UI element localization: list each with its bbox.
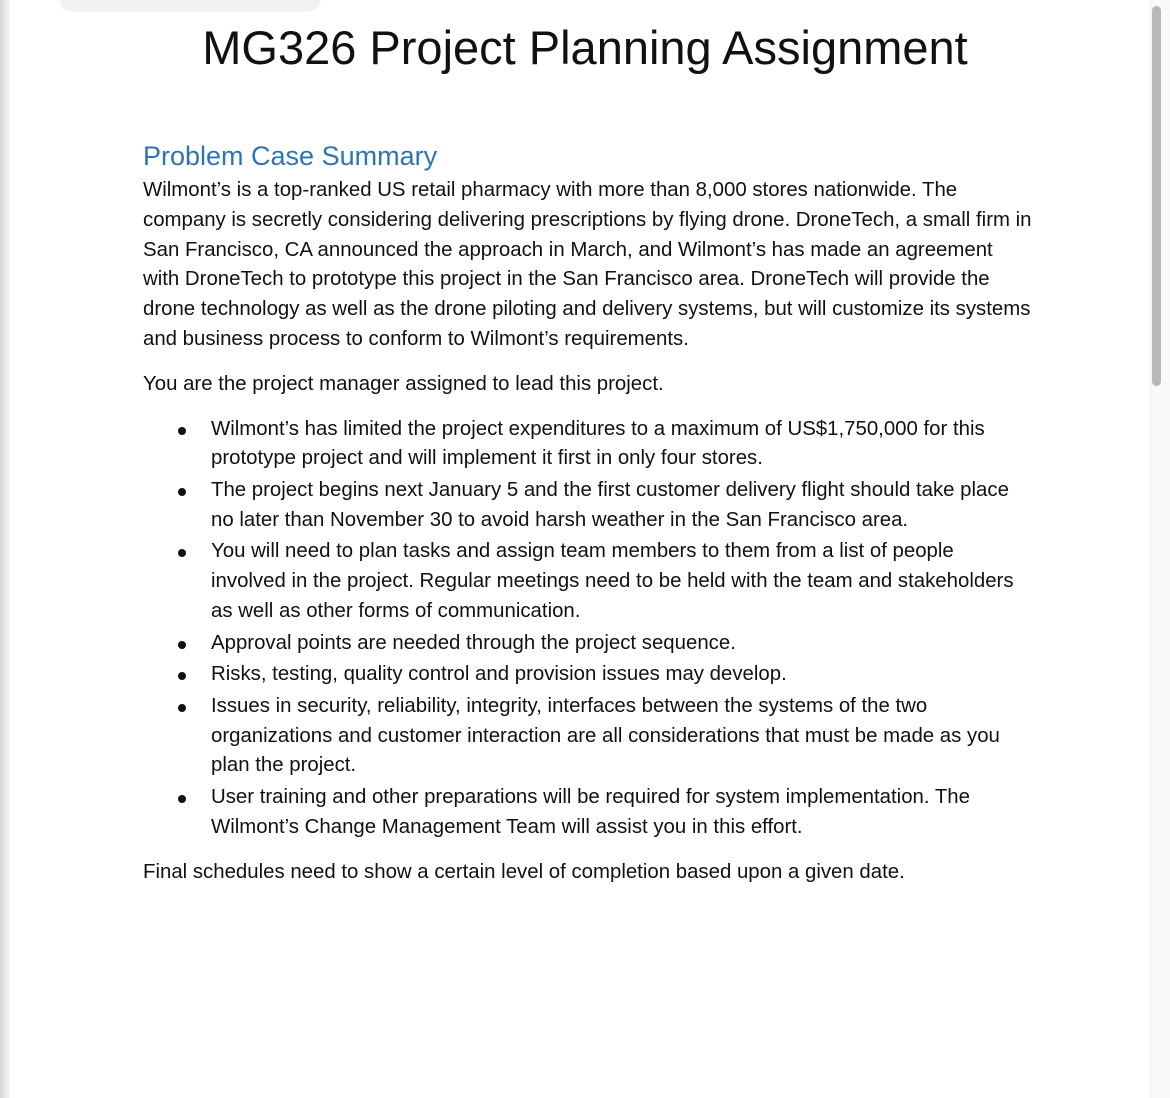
bullet-icon <box>178 488 186 496</box>
list-item <box>143 476 1033 536</box>
list-item <box>143 537 1033 626</box>
bullet-icon <box>178 549 186 557</box>
bullet-icon <box>178 641 186 649</box>
top-toolbar-pill[interactable] <box>60 0 320 10</box>
requirements-list <box>143 415 1033 843</box>
document-body <box>143 138 1033 902</box>
list-item-text: Risks, testing, quality control and provision issues may develop. <box>211 663 787 686</box>
bullet-icon <box>178 672 186 680</box>
list-item <box>143 692 1033 781</box>
list-item-text: You will need to plan tasks and assign team members to them from a list of people involved in the project. Regular meetings need to be held with the team and stakeholders as well as other forms of communication. <box>211 540 1014 622</box>
list-item-text: Issues in security, reliability, integrity, interfaces between the systems of the two organizations and customer interaction are all considerations that must be made as you plan the project. <box>211 694 1000 777</box>
window-left-edge <box>0 0 10 1098</box>
list-item <box>143 629 1033 659</box>
intro-paragraph: Wilmont’s is a top-ranked US retail pharmacy with more than 8,000 stores nationwide. The company is secretly considering delivering prescriptions by flying drone. DroneTech, a small firm in San Francisco, CA announced the approach in March, and Wilmont’s has made an agreement with DroneTech to prototype this project in the San Francisco area. DroneTech will provide the drone technology as well as the drone piloting and delivery systems, but will customize its systems and business process to conform to Wilmont’s requirements. <box>143 179 1032 350</box>
list-item-text: Wilmont’s has limited the project expenditures to a maximum of US$1,750,000 for this prototype project and will implement it first in only four stores. <box>211 417 985 470</box>
list-item-text: The project begins next January 5 and the first customer delivery flight should take place no later than November 30 to avoid harsh weather in the San Francisco area. <box>211 478 1009 531</box>
list-item <box>143 415 1033 475</box>
vertical-scrollbar-thumb[interactable] <box>1152 6 1161 386</box>
bullet-icon <box>178 704 186 712</box>
document-title: MG326 Project Planning Assignment <box>202 21 968 74</box>
closing-paragraph: Final schedules need to show a certain level of completion based upon a given date. <box>143 860 905 883</box>
bullet-icon <box>178 795 186 803</box>
list-item-text: Approval points are needed through the project sequence. <box>211 631 736 654</box>
bullet-icon <box>178 427 186 435</box>
list-item <box>143 660 1033 690</box>
list-item-text: User training and other preparations will be required for system implementation. The Wilmont’s Change Management Team will assist you in this effort. <box>211 785 970 838</box>
section-heading: Problem Case Summary <box>143 141 438 171</box>
list-item <box>143 783 1033 843</box>
role-paragraph: You are the project manager assigned to lead this project. <box>143 372 664 395</box>
